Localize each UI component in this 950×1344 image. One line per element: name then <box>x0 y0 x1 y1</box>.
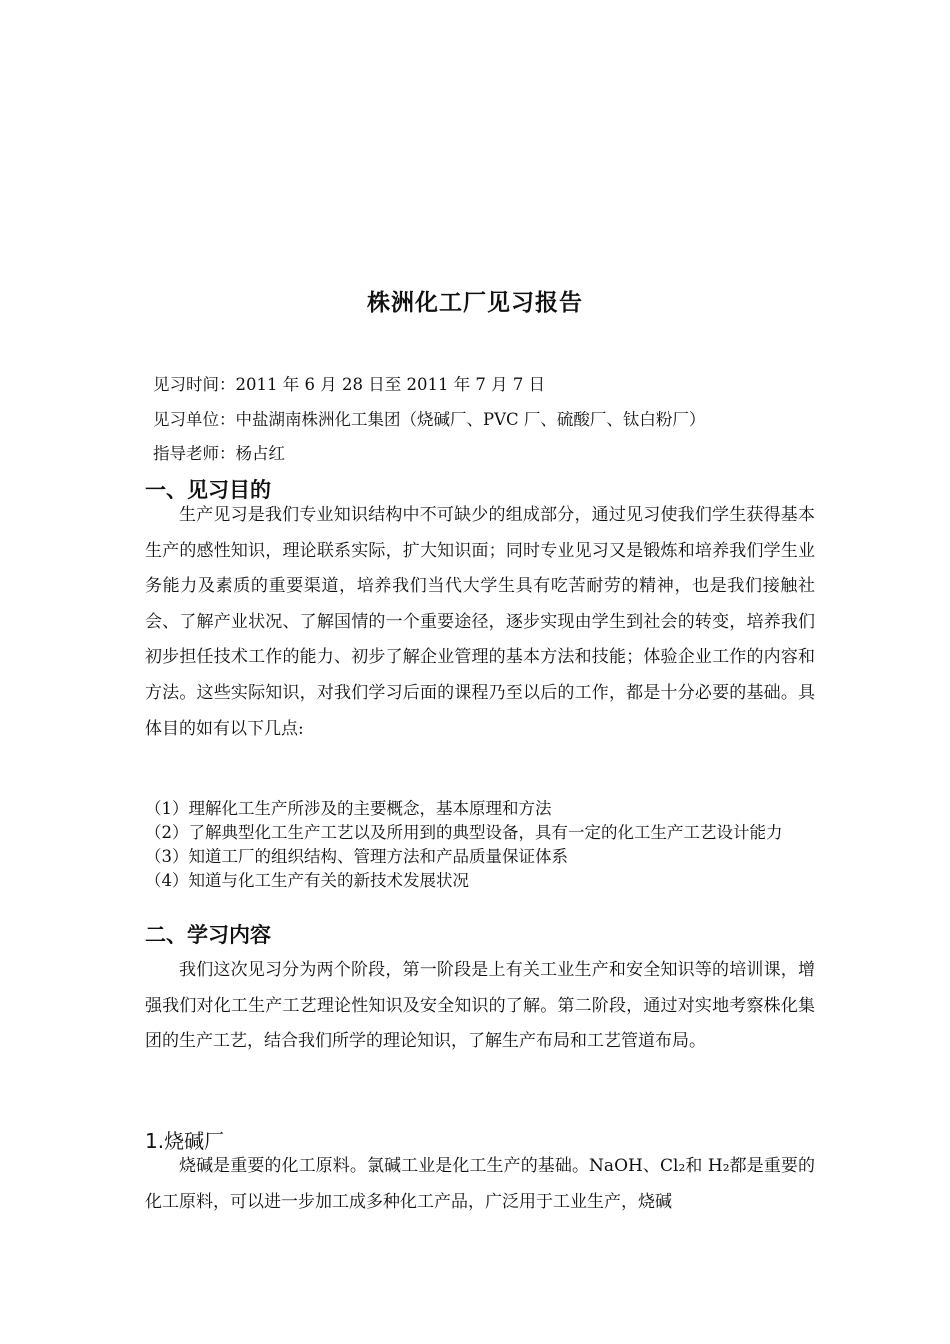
internship-unit: 见习单位：中盐湖南株洲化工集团（烧碱厂、PVC 厂、硫酸厂、钛白粉厂） <box>153 410 706 429</box>
section-heading-purpose: 一、见习目的 <box>145 478 271 502</box>
supervisor: 指导老师：杨占红 <box>153 444 285 463</box>
content-paragraph: 我们这次见习分为两个阶段，第一阶段是上有关工业生产和安全知识等的培训课，增强我们对化工生产工艺理论性知识及安全知识的了解。第二阶段，通过对实地考察株化集团的生产工艺，结合我们所学的理论知识，了解生产布局和工艺管道布局。 <box>145 960 815 1052</box>
purpose-list <box>145 797 815 893</box>
purpose-paragraph: 生产见习是我们专业知识结构中不可缺少的组成部分，通过见习使我们学生获得基本生产的感性知识，理论联系实际，扩大知识面；同时专业见习又是锻炼和培养我们学生业务能力及素质的重要渠道，培养我们当代大学生具有吃苦耐劳的精神，也是我们接触社会、了解产业状况、了解国情的一个重要途径，逐步实现由学生到社会的转变，培养我们初步担任技术工作的能力、初步了解企业管理的基本方法和技能；体验企业工作的内容和方法。这些实际知识，对我们学习后面的课程乃至以后的工作，都是十分必要的基础。具体目的如有以下几点: <box>145 505 815 739</box>
caustic-soda-paragraph: 烧碱是重要的化工原料。氯碱工业是化工生产的基础。NaOH、Cl₂和 H₂都是重要的化工原料，可以进一步加工成多种化工产品，广泛用于工业生产，烧碱 <box>145 1156 815 1212</box>
subsection-heading-caustic-soda: 1.烧碱厂 <box>145 1129 225 1153</box>
document-title: 株洲化工厂见习报告 <box>367 290 583 316</box>
list-item: （2）了解典型化工生产工艺以及所用到的典型设备，具有一定的化工生产工艺设计能力 <box>145 823 783 842</box>
section-heading-content: 二、学习内容 <box>145 923 271 947</box>
list-item: （4）知道与化工生产有关的新技术发展状况 <box>145 871 469 890</box>
list-item: （3）知道工厂的组织结构、管理方法和产品质量保证体系 <box>145 847 568 866</box>
internship-time: 见习时间：2011 年 6 月 28 日至 2011 年 7 月 7 日 <box>153 375 546 394</box>
list-item: （1）理解化工生产所涉及的主要概念，基本原理和方法 <box>145 799 552 818</box>
